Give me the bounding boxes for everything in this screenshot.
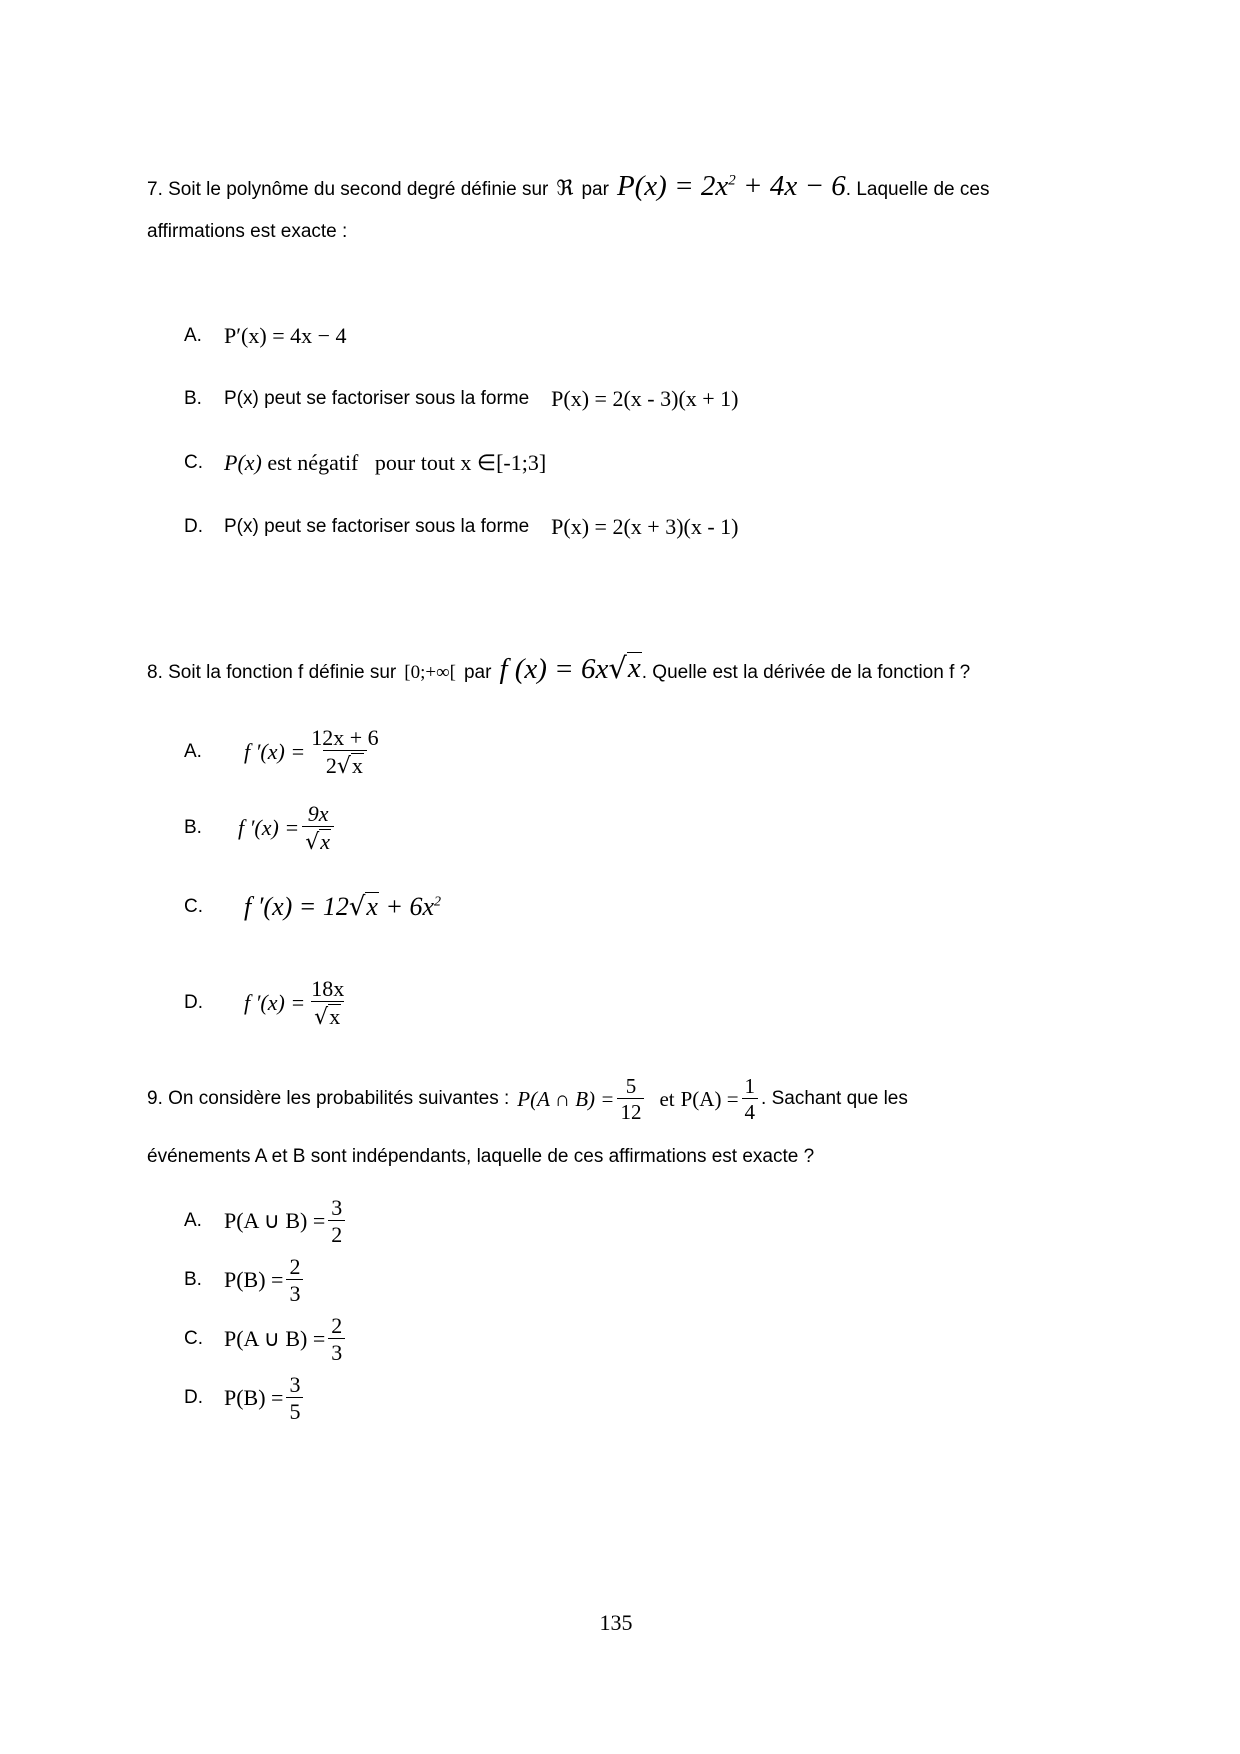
- q7-par: par: [581, 179, 609, 200]
- option-math: est négatif pour tout x ∈[-1;3]: [261, 450, 547, 475]
- q9-text-line2: événements A et B sont indépendants, laquelle de ces affirmations est exacte ?: [147, 1146, 815, 1167]
- option-math: P(x) = 2(x + 3)(x - 1): [551, 514, 739, 539]
- page-number: 135: [599, 1610, 633, 1635]
- q9-pa-fraction: $\frac{1}{4}$: [742, 1075, 759, 1123]
- option-label: C.: [184, 1328, 203, 1350]
- option-label: C.: [184, 896, 203, 917]
- q8-function: f (x) = 6x √ x: [499, 651, 641, 685]
- option-label: B.: [184, 817, 202, 839]
- option-lhs: f ′(x) =: [244, 739, 306, 765]
- q8-statement: [147, 651, 970, 686]
- q7-option-d[interactable]: [184, 514, 739, 540]
- option-math: P(x) = 2(x - 3)(x + 1): [551, 386, 739, 411]
- q7-statement-line2: [147, 221, 347, 243]
- option-math: P′(x) = 4x − 4: [224, 323, 347, 348]
- option-lhs: P(B) =: [224, 1385, 284, 1411]
- q9-statement-line1: [147, 1075, 908, 1123]
- q8-text-end: . Quelle est la dérivée de la fonction f ?: [641, 662, 971, 683]
- option-fraction: 9x √ x: [302, 802, 334, 854]
- option-fraction: 12x + 6 2 √ x: [311, 725, 379, 780]
- q7-option-b[interactable]: [184, 386, 739, 412]
- q8-option-d[interactable]: [184, 977, 350, 1029]
- q7-text-end: . Laquelle de ces: [845, 179, 990, 200]
- option-fraction: $\frac{2}{3}$: [328, 1314, 345, 1364]
- q8-par: par: [463, 662, 492, 683]
- q7-domain-symbol: ℜ: [556, 176, 574, 200]
- q9-option-c[interactable]: [184, 1314, 348, 1364]
- option-label: D.: [184, 516, 203, 537]
- q7-option-a[interactable]: [184, 323, 347, 349]
- option-lhs: f ′(x) =: [244, 990, 306, 1016]
- q8-option-c[interactable]: [184, 892, 441, 922]
- q7-option-c[interactable]: [184, 450, 546, 476]
- option-text: P(x) peut se factoriser sous la forme: [224, 516, 530, 537]
- option-label: A.: [184, 741, 202, 763]
- q8-interval: [0;+∞[: [404, 662, 456, 683]
- option-math-italic: P(x): [224, 450, 262, 475]
- q8-option-a[interactable]: [184, 726, 385, 778]
- option-label: D.: [184, 992, 203, 1014]
- option-fraction: $\frac{3}{5}$: [286, 1373, 303, 1423]
- q9-text: 9. On considère les probabilités suivantes :: [147, 1088, 510, 1110]
- q9-option-d[interactable]: [184, 1373, 306, 1423]
- option-fraction: 18x √ x: [311, 976, 345, 1031]
- q7-formula: $P(x) = 2x^2 + 4x - 6$: [616, 170, 846, 202]
- q8-option-b[interactable]: [184, 802, 337, 854]
- option-label: B.: [184, 1269, 202, 1291]
- option-label: D.: [184, 1387, 203, 1409]
- option-label: C.: [184, 452, 203, 473]
- q9-pab-fraction: $\frac{5}{12}$: [617, 1075, 644, 1123]
- option-label: A.: [184, 1210, 202, 1232]
- q9-pa-lhs: P(A) =: [680, 1086, 739, 1111]
- q9-statement-line2: [147, 1146, 814, 1168]
- q9-pab-lhs: P(A ∩ B) =: [517, 1086, 615, 1111]
- option-text: P(x) peut se factoriser sous la forme: [224, 388, 530, 409]
- option-label: B.: [184, 388, 202, 409]
- q9-option-a[interactable]: [184, 1196, 348, 1246]
- q9-option-b[interactable]: [184, 1255, 306, 1305]
- option-math: f ′(x) = 12 √ x + $6x^2$: [244, 892, 442, 922]
- q8-text: 8. Soit la fonction f définie sur: [147, 662, 397, 683]
- option-lhs: P(B) =: [224, 1267, 284, 1293]
- option-lhs: P(A ∪ B) =: [224, 1326, 326, 1352]
- q9-et: et: [659, 1086, 675, 1111]
- q9-text-end: . Sachant que les: [761, 1088, 908, 1110]
- q7-text: 7. Soit le polynôme du second degré définie sur: [147, 179, 549, 200]
- option-label: A.: [184, 325, 202, 346]
- option-fraction: $\frac{2}{3}$: [286, 1255, 303, 1305]
- option-lhs: P(A ∪ B) =: [224, 1208, 326, 1234]
- q7-text-line2: affirmations est exacte :: [147, 221, 348, 242]
- option-fraction: $\frac{3}{2}$: [328, 1196, 345, 1246]
- q7-statement-line1: [147, 170, 989, 203]
- option-lhs: f ′(x) =: [238, 815, 300, 841]
